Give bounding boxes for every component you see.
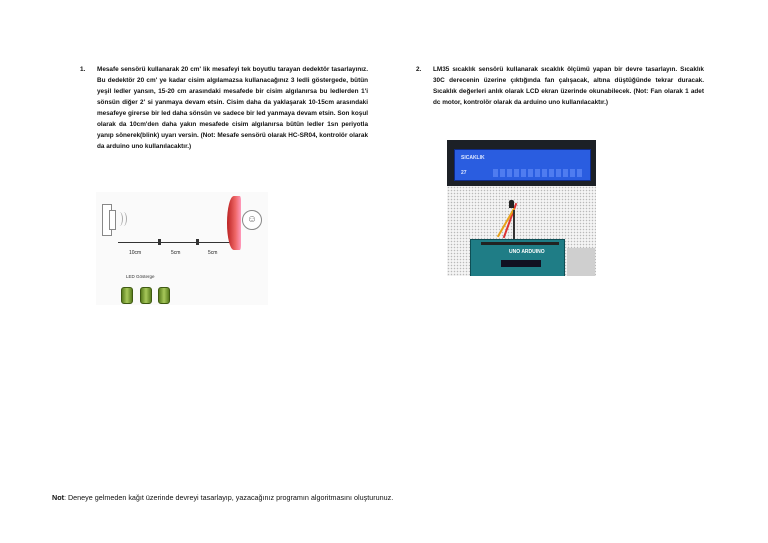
- task-2: [416, 64, 704, 108]
- smiley-icon: ☺: [242, 210, 262, 230]
- led-icon: [140, 287, 152, 304]
- distance-tick: [196, 239, 199, 245]
- arduino-board: [470, 239, 565, 276]
- task-1-number: 1.: [80, 66, 86, 73]
- task-2-text: LM35 sıcaklık sensörü kullanarak sıcaklık ölçümü yapan bir devre tasarlayın. Sıcaklık 30C derecenin üzerine çıktığında fan çalışacak, altına düştüğünde tekrar duracak. Sıcaklık değerleri anlık olarak LCD ekran üzerinde okunabilecek. (Not: Fan olarak 1 adet dc motor, kontrolör olarak da arduino uno kullanılacaktır.): [433, 66, 704, 106]
- led-icon: [158, 287, 170, 304]
- footer-note: [52, 493, 393, 502]
- lcd-line-1: SICAKLIK: [461, 155, 485, 161]
- power-rail: [567, 248, 595, 276]
- obstacle-shape: [227, 196, 241, 250]
- led-icon: [121, 287, 133, 304]
- note-text: : Deneye gelmeden kağıt üzerinde devreyi tasarlayıp, yazacağınız programın algoritmasını oluşturunuz.: [63, 493, 394, 502]
- distance-label: 5cm: [208, 250, 218, 256]
- lcd-screen: [454, 149, 591, 181]
- arduino-logo: UNO ARDUINO: [509, 249, 545, 255]
- wave-icon: [120, 212, 127, 226]
- distance-sensor-figure: [96, 192, 268, 305]
- temperature-circuit-figure: [447, 140, 596, 276]
- task-1-text: Mesafe sensörü kullanarak 20 cm' lik mesafeyi tek boyutlu tarayan dedektör tasarlayınız. Bu dedektör 20 cm' ye kadar cisim algılamazsa kullanacağınız 3 ledli göstergede, bütün yeşil ledler yansın, 15-20 cm arasındaki mesafede bir cisim algılanırsa bu ledlerden 1'i sönsün diğer 2' si yanmaya devam etsin. Cisim daha da yaklaşarak 10-15cm arasındaki mesafeye girerse bir led daha sönsün ve sadece bir led yanmaya devam etsin. Son koşul olarak da 10cm'den daha yakın mesafede cisim algılanırsa bütün ledler 1sn periyotla yanıp sönerek(blink) uyarı versin. (Not: Mesafe sensörü olarak HC-SR04, kontrolör olarak da arduino uno kullanılacaktır.): [97, 66, 368, 150]
- lcd-line-2: 27: [461, 170, 467, 176]
- temperature-sensor-icon: [509, 200, 514, 208]
- led-indicator-label: LED Gösterge: [126, 274, 155, 279]
- task-1: [80, 64, 368, 152]
- distance-label: 10cm: [129, 250, 142, 256]
- distance-tick: [158, 239, 161, 245]
- task-2-number: 2.: [416, 66, 422, 73]
- note-label: Not: [52, 493, 64, 502]
- distance-label: 5cm: [171, 250, 181, 256]
- distance-line: [118, 242, 236, 243]
- sensor-head: [109, 210, 116, 230]
- wire: [513, 210, 515, 239]
- lcd-module: [447, 140, 596, 186]
